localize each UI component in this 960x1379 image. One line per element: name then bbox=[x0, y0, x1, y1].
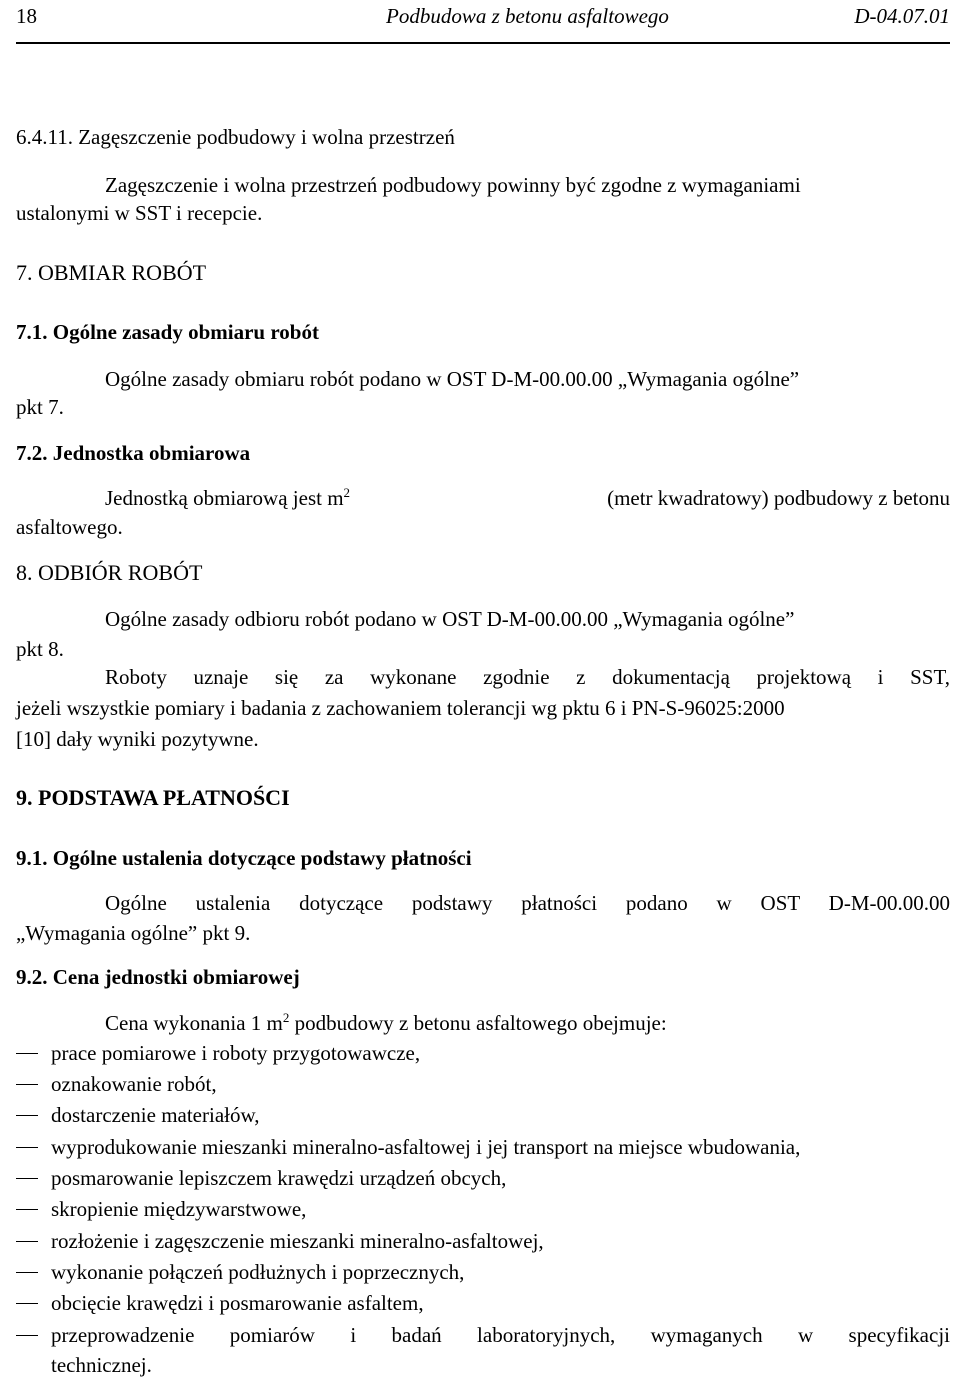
paragraph-line: Ogólne ustalenia dotyczące podstawy płatności podano w OST D-M-00.00.00 bbox=[105, 891, 950, 915]
list-item: dostarczenie materiałów, bbox=[51, 1103, 260, 1127]
section-heading-9-2: 9.2. Cena jednostki obmiarowej bbox=[16, 965, 300, 989]
paragraph-line: asfaltowego. bbox=[16, 515, 123, 539]
paragraph-line: ustalonymi w SST i recepcie. bbox=[16, 201, 263, 225]
dash-bullet bbox=[16, 1335, 38, 1336]
paragraph-line: Ogólne zasady obmiaru robót podano w OST D-M-00.00.00 „Wymagania ogólne” bbox=[105, 367, 800, 391]
dash-bullet bbox=[16, 1147, 38, 1148]
paragraph-line: jeżeli wszystkie pomiary i badania z zachowaniem tolerancji wg pktu 6 i PN-S-96025:2000 bbox=[16, 696, 785, 720]
paragraph-line: Jednostką obmiarową jest $m^2$ (metr kwadratowy) podbudowy z betonu bbox=[105, 485, 950, 510]
paragraph-line: „Wymagania ogólne” pkt 9. bbox=[16, 921, 251, 945]
section-heading-7-1: 7.1. Ogólne zasady obmiaru robót bbox=[16, 320, 319, 344]
superscript: 2 bbox=[343, 485, 351, 500]
section-heading-9: 9. PODSTAWA PŁATNOŚCI bbox=[16, 785, 290, 810]
list-item: rozłożenie i zagęszczenie mieszanki mineralno-asfaltowej, bbox=[51, 1229, 544, 1253]
header-rule bbox=[16, 42, 950, 44]
list-item: wyprodukowanie mieszanki mineralno-asfaltowej i jej transport na miejsce wbudowania, bbox=[51, 1135, 801, 1159]
dash-bullet bbox=[16, 1303, 38, 1304]
list-item: posmarowanie lepiszczem krawędzi urządzeń obcych, bbox=[51, 1166, 507, 1190]
paragraph-line: Cena wykonania 1 $m^2$ podbudowy z betonu asfaltowego obejmuje: bbox=[105, 1010, 667, 1035]
paragraph-line: Zagęszczenie i wolna przestrzeń podbudowy powinny być zgodne z wymaganiami bbox=[105, 173, 801, 197]
paragraph-line: Roboty uznaje się za wykonane zgodnie z dokumentacją projektową i SST, bbox=[105, 665, 950, 689]
section-heading-9-1: 9.1. Ogólne ustalenia dotyczące podstawy płatności bbox=[16, 846, 472, 870]
dash-bullet bbox=[16, 1084, 38, 1085]
header-title: Podbudowa z betonu asfaltowego bbox=[386, 4, 669, 28]
paragraph-line: Ogólne zasady odbioru robót podano w OST D-M-00.00.00 „Wymagania ogólne” bbox=[105, 607, 795, 631]
paragraph-line: pkt 8. bbox=[16, 637, 64, 661]
list-item: wykonanie połączeń podłużnych i poprzecznych, bbox=[51, 1260, 465, 1284]
list-item: skropienie międzywarstwowe, bbox=[51, 1197, 307, 1221]
dash-bullet bbox=[16, 1053, 38, 1054]
dash-bullet bbox=[16, 1272, 38, 1273]
header-code: D-04.07.01 bbox=[854, 4, 950, 28]
list-item: obcięcie krawędzi i posmarowanie asfaltem, bbox=[51, 1291, 424, 1315]
dash-bullet bbox=[16, 1209, 38, 1210]
section-heading-7-2: 7.2. Jednostka obmiarowa bbox=[16, 441, 251, 465]
section-heading-8: 8. ODBIÓR ROBÓT bbox=[16, 560, 203, 585]
section-heading-7: 7. OBMIAR ROBÓT bbox=[16, 260, 207, 285]
dash-bullet bbox=[16, 1178, 38, 1179]
dash-bullet bbox=[16, 1115, 38, 1116]
page-number: 18 bbox=[16, 4, 37, 28]
list-item: oznakowanie robót, bbox=[51, 1072, 217, 1096]
paragraph-line: pkt 7. bbox=[16, 395, 64, 419]
list-item: prace pomiarowe i roboty przygotowawcze, bbox=[51, 1041, 421, 1065]
list-item: przeprowadzenie pomiarów i badań laboratoryjnych, wymaganych w specyfikacji bbox=[51, 1323, 950, 1347]
superscript: 2 bbox=[282, 1010, 290, 1025]
section-heading-6-4-11: 6.4.11. Zagęszczenie podbudowy i wolna przestrzeń bbox=[16, 125, 455, 149]
list-item-continuation: technicznej. bbox=[51, 1353, 152, 1377]
dash-bullet bbox=[16, 1241, 38, 1242]
running-header bbox=[16, 0, 950, 44]
paragraph-line: [10] dały wyniki pozytywne. bbox=[16, 727, 259, 751]
